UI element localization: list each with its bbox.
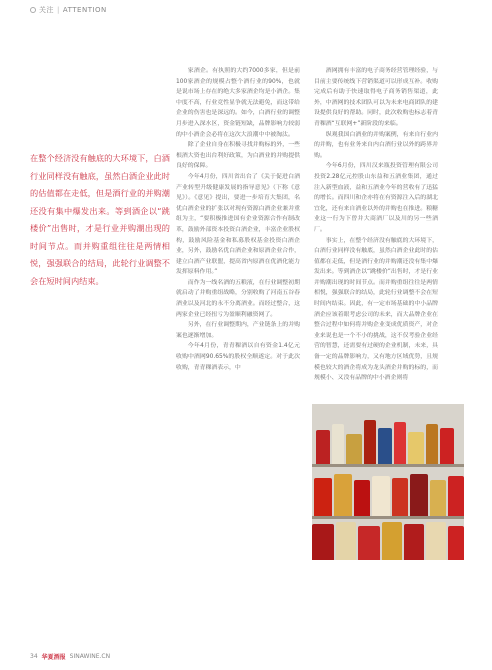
paragraph: 纵观我国白酒业的并购案例，有来自行业内的并购，也有业务来自内白酒行业以外的跨界并购。 [314, 131, 438, 159]
page-number: 34 [30, 653, 38, 660]
paragraph: 而作为一线名酒的五粮液，在行业调整初期就启动了并购重组战略，分别收购了河南五谷春酒业以及河北的永不分离酒业。而经过整合，这两家企业已经扭亏为盈顺利融资网了。 [176, 279, 300, 318]
paragraph: 今年4月份，四川省出台了《关于促进白酒产业转型升级健康发展的指导意见》（下称《意见》）。《意见》提出，要进一步培育大集团，名优白酒企业的扩张以对现有资源白酒企业兼并重组为主，“要积极推进国有企业资源合作有制改革，鼓励外部资本投资白酒企业，丰富企业股权构，鼓励风险基金和私募股权基金投资白酒企业，另外，鼓励名优白酒企业和原酒企业合作，建立白酒产业联盟，提高省内原酒在优酒化能力发挥原料作用。” [176, 173, 300, 276]
section-title-en: ATTENTION [62, 6, 107, 14]
bullet-icon [30, 7, 36, 13]
paragraph: 家酒企。有执照的大约7000多家，但是前100家酒企的规模占整个酒行业的90%，也就是说市场上存在的绝大多家酒企均是小酒企。集中度不高，行业竞性显争就无法避免，而这带给企业的伤害也是深远的。如今，白酒行业的调整月步进入深水区，资金链短缺，品牌影响力较弱的中小酒企会必将在这次大浪潮中中被淘汰。 [176, 68, 300, 138]
paragraph: 酒网拥有丰富的电子商务经营管理经验，与目前主要传统线下营销渠道可以形成互补。收购完成后有助于快速取得电子商务销售渠道，此外，中酒网的技术团队可以为未来电商团队的建设提供良好的帮助。同时，此次收购也标志着青青稞酒“互联网+”新阶段的来临。 [314, 68, 438, 127]
section-header [30, 5, 107, 15]
paragraph: 今年6月份，四川汉来瓶投资管理有限公司投资2.28亿元控股山东益和五酒业集团，通过注入新型血液，益和五酒业今年的营收有了迅猛的增长。而四川和企亦将在有资源注入后的湖北宜化，还有来自酒业以外的并购也在推进。粮糖业这一行为下曾并大商酒厂以及川的另一些酒厂。 [314, 163, 438, 233]
article-column-2 [314, 66, 438, 406]
liquor-shelf-photo [312, 404, 464, 560]
publication-brand-en: SINAWINE.CN [69, 653, 111, 660]
paragraph: 今年4月份，青青稞酒以自有资金1.4亿元收购中酒网90.65%的股权全顺遂定。对于此次收购，青青稞酒表示，中 [176, 343, 300, 371]
paragraph: 事实上，在整个经济没有触底的大环境下，白酒行业同样没有触底，虽然白酒企业此时的估值都在走低，但是酒行业的并购潮还没有集中爆发出来。等到酒企以“跳楼价”出售时，才是行业并购潮出现的时间节点。而并购重组往往是两情相悦，强强联合的结局，此轮行业调整不会在短时间内结束。因此，有一定市场基础的中小品牌酒企应该着眼考虑公司的未来，而大品牌企业在整合过程中如何将并购企业变成优质资产，对企业来说也是一个不小的挑战，这不仅考验企业经营的智慧，还需要有过硬的企业机制，未来，具备一定的品牌影响力，又有地方区域优势，且规模也较大的酒企将成为龙头酒企并购的标的，而规模小、又没有品牌的中小酒企则将 [314, 237, 438, 382]
page-footer [30, 652, 110, 661]
header-separator: | [57, 6, 60, 14]
paragraph: 除了企业自身在积极寻找并购标的外，一些根酒大资也出台利好政策，为白酒业的并购提供良好的保障。 [176, 142, 300, 170]
publication-brand: 华夏酒报 [41, 654, 66, 661]
pull-quote: 在整个经济没有触底的大环境下，白酒行业同样没有触底，虽然白酒企业此时的估值都在走低，但是酒行业的并购潮还没有集中爆发出来。等到酒企以“跳楼价”出售时，才是行业并购潮出现的时间节点。而并购重组往往是两情相悦，强强联合的结局，此轮行业调整不会在短时间内结束。 [30, 153, 170, 286]
section-title-cn: 关注 [39, 6, 54, 14]
article-column-1 [176, 66, 300, 536]
paragraph: 另外，在行业调整期内，产业链条上的并购案也逐渐增加。 [176, 322, 300, 339]
